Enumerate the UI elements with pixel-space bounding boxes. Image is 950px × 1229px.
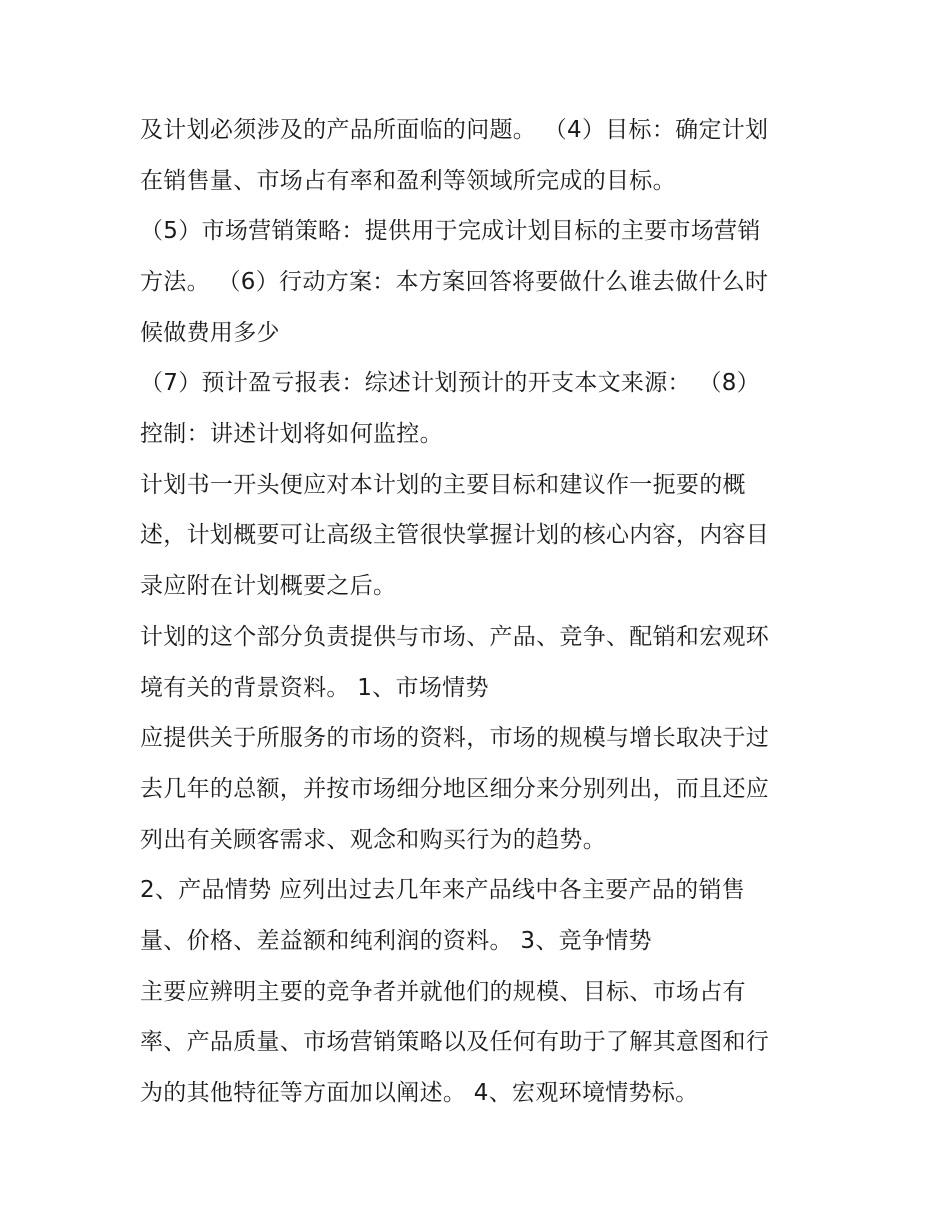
text-line: 为的其他特征等方面加以阐述。 4、宏观环境情势标。 [140, 1080, 699, 1106]
text-line: 率、产品质量、市场营销策略以及任何有助于了解其意图和行 [140, 1029, 770, 1055]
text-line: 量、价格、差益额和纯利润的资料。 3、竞争情势 [140, 928, 652, 954]
text-line: 控制：讲述计划将如何监控。 [140, 421, 443, 447]
text-line: （5）市场营销策略：提供用于完成计划目标的主要市场营销 [140, 218, 761, 244]
text-line: 去几年的总额，并按市场细分地区细分来分别列出，而且还应 [140, 776, 770, 802]
text-line: 列出有关顾客需求、观念和购买行为的趋势。 [140, 827, 606, 853]
text-line: 应提供关于所服务的市场的资料，市场的规模与增长取决于过 [140, 725, 770, 751]
text-line: （7）预计盈亏报表：综述计划预计的开支本文来源： （8） [140, 370, 760, 396]
text-line: 境有关的背景资料。 1、市场情势 [140, 675, 489, 701]
text-line: 计划的这个部分负责提供与市场、产品、竞争、配销和宏观环 [140, 624, 770, 650]
text-line: 方法。 （6）行动方案：本方案回答将要做什么谁去做什么时 [140, 269, 769, 295]
text-line: 述，计划概要可让高级主管很快掌握计划的核心内容，内容目 [140, 522, 770, 548]
text-line: 主要应辨明主要的竞争者并就他们的规模、目标、市场占有 [140, 979, 746, 1005]
text-line: 及计划必须涉及的产品所面临的问题。 （4）目标：确定计划 [140, 117, 769, 143]
text-line: 2、产品情势 应列出过去几年来产品线中各主要产品的销售 [140, 877, 746, 903]
text-line: 计划书一开头便应对本计划的主要目标和建议作一扼要的概 [140, 472, 746, 498]
text-line: 候做费用多少 [140, 320, 280, 346]
text-line: 在销售量、市场占有率和盈利等领域所完成的目标。 [140, 168, 676, 194]
text-line: 录应附在计划概要之后。 [140, 573, 397, 599]
